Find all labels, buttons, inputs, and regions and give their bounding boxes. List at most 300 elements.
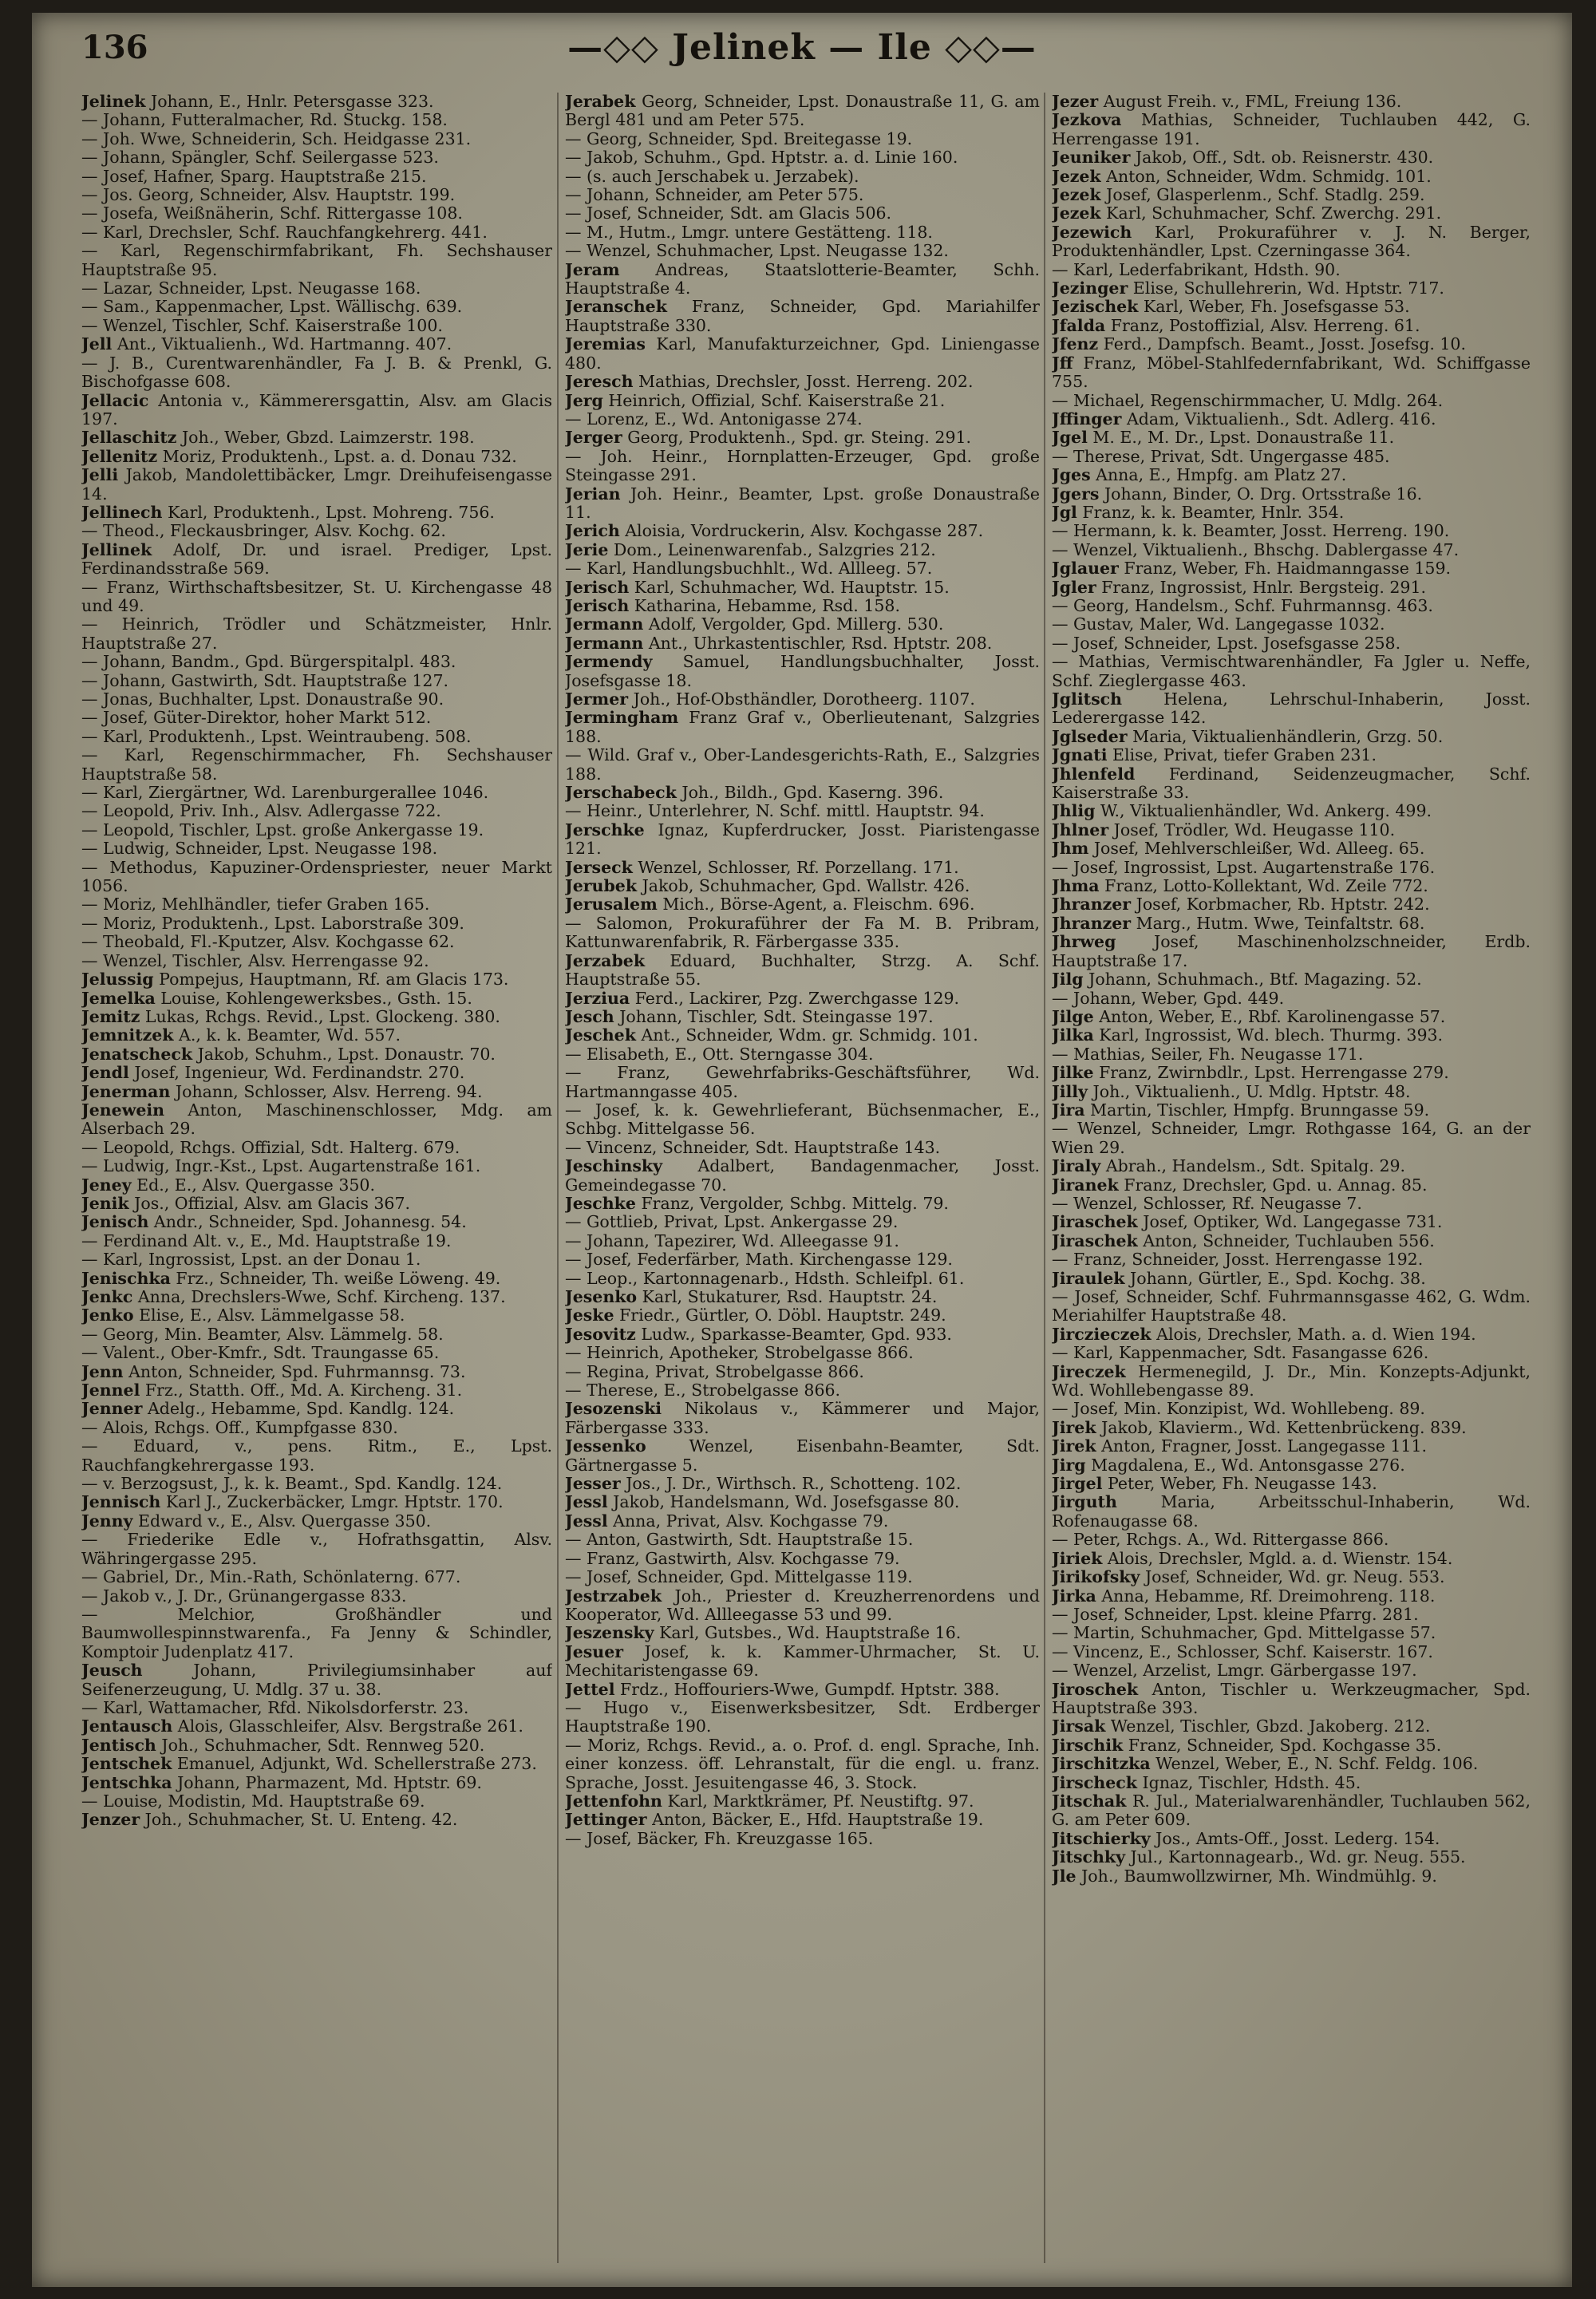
entry-surname: Jenisch — [81, 1212, 149, 1232]
entry-surname: Jirscheck — [1052, 1772, 1137, 1792]
entry-surname: Jeranschek — [565, 297, 667, 317]
directory-entry — [81, 522, 552, 540]
entry-detail: — Wenzel, Schuhmacher, Lpst. Neugasse 132. — [565, 241, 949, 261]
entry-detail: — Leopold, Tischler, Lpst. große Ankergasse 19. — [81, 820, 484, 839]
entry-detail: Josef, Maschinenholzschneider, Erdb. Hauptstraße 17. — [1052, 932, 1531, 970]
directory-entry — [81, 504, 552, 522]
entry-surname: Jettinger — [565, 1810, 647, 1830]
entry-surname: Jelli — [81, 465, 119, 485]
entry-detail: — v. Berzogsust, J., k. k. Beamt., Spd. Kandlg. 124. — [81, 1474, 503, 1494]
entry-detail: Mich., Börse-Agent, a. Fleischm. 696. — [662, 895, 975, 914]
entry-detail: Johann, Privilegiumsinhaber auf Seifenerzeugung, U. Mdlg. 37 u. 38. — [81, 1661, 552, 1699]
entry-detail: — Georg, Schneider, Spd. Breitegasse 19. — [565, 128, 913, 148]
directory-entry — [81, 354, 552, 392]
entry-detail: Friedr., Gürtler, O. Döbl. Hauptstr. 249. — [619, 1306, 946, 1325]
entry-detail: Heinrich, Offizial, Schf. Kaiserstraße 21. — [608, 390, 946, 410]
entry-detail: — Josef, Schneider, Gpd. Mittelgasse 119. — [565, 1567, 913, 1587]
entry-detail: — Salomon, Prokuraführer der Fa M. B. Pribram, Kattunwarenfabrik, R. Färbergasse 335. — [565, 913, 1040, 952]
entry-detail: — Sam., Kappenmacher, Lpst. Wällischg. 639. — [81, 297, 463, 317]
entry-detail: — Franz, Gastwirth, Alsv. Kochgasse 79. — [565, 1548, 900, 1568]
entry-detail: Ferd., Lackirer, Pzg. Zwerchgasse 129. — [634, 988, 960, 1008]
directory-entry — [1052, 597, 1531, 615]
entry-surname: Jezek — [1052, 203, 1101, 223]
directory-entry — [1052, 1232, 1531, 1250]
entry-detail: — Therese, E., Strobelgasse 866. — [565, 1381, 841, 1400]
entry-detail: Emanuel, Adjunkt, Wd. Schellerstraße 273. — [176, 1754, 537, 1774]
directory-entry — [1052, 1101, 1531, 1120]
entry-detail: Aloisia, Vordruckerin, Alsv. Kochgasse 287. — [625, 521, 984, 541]
entry-detail: Johann, E., Hnlr. Petersgasse 323. — [151, 93, 434, 111]
entry-surname: Jiriek — [1052, 1548, 1103, 1568]
entry-surname: Jessl — [565, 1492, 608, 1512]
directory-entry — [81, 728, 552, 746]
entry-detail: Louise, Kohlengewerksbes., Gsth. 15. — [160, 988, 472, 1008]
entry-detail: Maria, Arbeitsschul-Inhaberin, Wd. Rofenaugasse 68. — [1052, 1492, 1531, 1531]
directory-entry — [1052, 1661, 1531, 1680]
directory-entry — [565, 859, 1040, 877]
entry-detail: — Johann, Weber, Gpd. 449. — [1052, 988, 1285, 1008]
directory-entry — [565, 485, 1040, 523]
directory-entry — [565, 1101, 1040, 1139]
entry-detail: Johann, Schuhmach., Btf. Magazing. 52. — [1088, 970, 1422, 990]
entry-detail: — Therese, Privat, Sdt. Ungergasse 485. — [1052, 446, 1390, 466]
directory-entry — [1052, 1624, 1531, 1642]
entry-detail: Wenzel, Weber, E., N. Schf. Feldg. 106. — [1156, 1754, 1479, 1774]
directory-entry — [81, 1139, 552, 1157]
directory-entry — [1052, 1008, 1531, 1026]
directory-entry — [81, 1363, 552, 1381]
entry-surname: Jemitz — [81, 1006, 140, 1026]
entry-detail: — Karl, Regenschirmmacher, Fh. Sechshauser Hauptstraße 58. — [81, 745, 552, 784]
entry-surname: Jeremias — [565, 334, 646, 354]
directory-entry — [1052, 1045, 1531, 1064]
entry-detail: — Wild. Graf v., Ober-Landesgerichts-Rath, E., Salzgries 188. — [565, 745, 1040, 784]
directory-entry — [81, 952, 552, 970]
directory-entry — [1052, 1493, 1531, 1531]
entry-detail: — Josefa, Weißnäherin, Schf. Rittergasse 108. — [81, 203, 463, 223]
directory-entry — [1052, 522, 1531, 540]
directory-entry — [1052, 1792, 1531, 1830]
entry-detail: — Michael, Regenschirmmacher, U. Mdlg. 264. — [1052, 390, 1444, 410]
directory-entry — [81, 1419, 552, 1437]
entry-detail: Karl, Schuhmacher, Schf. Zwerchg. 291. — [1106, 203, 1442, 223]
entry-detail: Adelg., Hebamme, Spd. Kandlg. 124. — [147, 1399, 455, 1419]
entry-detail: Wenzel, Eisenbahn-Beamter, Sdt. Gärtnergasse 5. — [565, 1436, 1040, 1475]
directory-entry — [1052, 746, 1531, 764]
entry-detail: — Anton, Gastwirth, Sdt. Hauptstraße 15. — [565, 1530, 914, 1550]
entry-detail: — Josef, Hafner, Sparg. Hauptstraße 215. — [81, 166, 427, 186]
entry-detail: Ignaz, Tischler, Hdsth. 45. — [1142, 1772, 1361, 1792]
entry-surname: Jesovitz — [565, 1324, 636, 1344]
directory-entry — [1052, 168, 1531, 186]
entry-detail: Johann, Schlosser, Alsv. Herreng. 94. — [175, 1081, 483, 1101]
entry-surname: Jerg — [565, 390, 603, 410]
directory-entry — [81, 1606, 552, 1661]
entry-detail: Adalbert, Bandagenmacher, Josst. Gemeindegasse 70. — [565, 1156, 1040, 1195]
entry-detail: — Moriz, Produktenh., Lpst. Laborstraße 309. — [81, 913, 464, 933]
directory-entry — [565, 1157, 1040, 1195]
entry-surname: Jhlenfeld — [1052, 764, 1136, 784]
directory-entry — [565, 204, 1040, 223]
directory-entry — [1052, 559, 1531, 578]
directory-entry — [81, 1774, 552, 1792]
entry-detail: — Wenzel, Tischler, Alsv. Herrengasse 92. — [81, 950, 429, 970]
entry-surname: Jermann — [565, 614, 644, 634]
entry-surname: Jirczieczek — [1052, 1324, 1152, 1344]
entry-surname: Jelinek — [81, 93, 146, 111]
entry-detail: — Friederike Edle v., Hofrathsgattin, Alsv. Währingergasse 295. — [81, 1530, 552, 1568]
entry-surname: Jirikofsky — [1052, 1567, 1140, 1587]
directory-entry — [1052, 1176, 1531, 1195]
entry-detail: Marg., Hutm. Wwe, Teinfaltstr. 68. — [1136, 913, 1425, 933]
directory-entry — [1052, 895, 1531, 914]
entry-detail: Antonia v., Kämmerersgattin, Alsv. am Glacis 197. — [81, 390, 552, 429]
directory-entry — [1052, 1643, 1531, 1661]
directory-entry — [1052, 429, 1531, 447]
directory-entry — [565, 597, 1040, 615]
entry-surname: Jenatscheck — [81, 1044, 193, 1064]
entry-surname: Jellaschitz — [81, 428, 177, 448]
entry-detail: — Wenzel, Schneider, Lmgr. Rothgasse 164, G. an der Wien 29. — [1052, 1119, 1531, 1157]
entry-detail: Joh., Weber, Gbzd. Laimzerstr. 198. — [181, 428, 475, 448]
entry-detail: Elise, Schullehrerin, Wd. Hptstr. 717. — [1132, 278, 1444, 298]
directory-entry — [565, 559, 1040, 578]
entry-surname: Jellinech — [81, 502, 163, 522]
entry-detail: — Georg, Handelsm., Schf. Fuhrmannsg. 463. — [1052, 595, 1433, 615]
directory-entry — [565, 1344, 1040, 1362]
directory-entry — [565, 1624, 1040, 1642]
entry-surname: Jezinger — [1052, 278, 1128, 298]
directory-entry — [565, 1363, 1040, 1381]
directory-entry — [81, 429, 552, 447]
directory-entry — [1052, 1120, 1531, 1157]
directory-entry — [1052, 223, 1531, 261]
entry-surname: Jerisch — [565, 577, 630, 597]
entry-surname: Jerschke — [565, 820, 645, 839]
entry-detail: Ant., Uhrkastentischler, Rsd. Hptstr. 208. — [648, 633, 993, 653]
entry-detail: Karl J., Zuckerbäcker, Lmgr. Hptstr. 170. — [165, 1492, 504, 1512]
entry-surname: Jeram — [565, 259, 620, 279]
entry-detail: — Johann, Gastwirth, Sdt. Hauptstraße 127. — [81, 670, 449, 690]
entry-detail: — Franz, Schneider, Josst. Herrengasse 192. — [1052, 1250, 1424, 1270]
entry-detail: Anton, Tischler u. Werkzeugmacher, Spd. Hauptstraße 393. — [1052, 1679, 1531, 1717]
entry-surname: Jestrzabek — [565, 1586, 662, 1606]
directory-entry — [565, 1008, 1040, 1026]
entry-detail: — Wenzel, Schlosser, Rf. Neugasse 7. — [1052, 1193, 1362, 1213]
entry-surname: Jilly — [1052, 1081, 1088, 1101]
directory-entry — [81, 784, 552, 802]
directory-entry — [565, 579, 1040, 597]
directory-entry — [1052, 1755, 1531, 1773]
directory-entry — [81, 690, 552, 709]
entry-surname: Jeschek — [565, 1025, 636, 1045]
entry-detail: — Karl, Ingrossist, Lpst. an der Donau 1. — [81, 1250, 421, 1270]
entry-surname: Jezek — [1052, 166, 1101, 186]
entry-detail: Franz, Schneider, Spd. Kochgasse 35. — [1128, 1735, 1442, 1755]
directory-entry — [565, 373, 1040, 391]
entry-detail: Martin, Tischler, Hmpfg. Brunngasse 59. — [1090, 1100, 1430, 1120]
entry-detail: — Louise, Modistin, Md. Hauptstraße 69. — [81, 1791, 425, 1811]
directory-entry — [1052, 541, 1531, 559]
entry-detail: Franz, Möbel-Stahlfedernfabrikant, Wd. Schiffgasse 755. — [1052, 353, 1531, 392]
directory-entry — [565, 1437, 1040, 1475]
entry-detail: Anton, Schneider, Tuchlauben 556. — [1143, 1230, 1435, 1250]
entry-detail: — J. B., Curentwarenhändler, Fa J. B. & Prenkl, G. Bischofgasse 608. — [81, 353, 552, 392]
directory-entry — [565, 1026, 1040, 1045]
directory-entry — [1052, 1587, 1531, 1606]
directory-entry — [565, 634, 1040, 653]
entry-detail: — Ferdinand Alt. v., E., Md. Hauptstraße 19. — [81, 1230, 452, 1250]
entry-detail: — Theod., Fleckausbringer, Alsv. Kochg. 62. — [81, 521, 446, 541]
directory-entry — [1052, 335, 1531, 354]
directory-entry — [81, 392, 552, 429]
directory-entry — [81, 1213, 552, 1231]
entry-surname: Jezewich — [1052, 222, 1132, 242]
entry-surname: Jitschky — [1052, 1847, 1125, 1867]
entry-detail: Katharina, Hebamme, Rsd. 158. — [634, 595, 900, 615]
entry-surname: Jff — [1052, 353, 1073, 373]
entry-detail: — Regina, Privat, Strobelgasse 866. — [565, 1361, 864, 1381]
directory-entry — [1052, 653, 1531, 690]
entry-detail: Mathias, Schneider, Tuchlauben 442, G. Herrengasse 191. — [1052, 110, 1531, 148]
entry-detail: — Moriz, Rchgs. Revid., a. o. Prof. d. engl. Sprache, Inh. einer konzess. öff. Lehranstalt, für die engl. u. franz. Sprache, Josst. Jesuitengasse 46, 3. Stock. — [565, 1735, 1040, 1792]
entry-detail: Anton, Maschinenschlosser, Mdg. am Alserbach 29. — [81, 1100, 552, 1139]
directory-entry — [81, 895, 552, 914]
entry-surname: Jerschabeck — [565, 783, 677, 803]
entry-surname: Jhrweg — [1052, 932, 1116, 952]
entry-detail: Ant., Viktualienh., Wd. Hartmanng. 407. — [117, 334, 452, 354]
entry-surname: Jeschinsky — [565, 1156, 663, 1176]
entry-surname: Jeusch — [81, 1661, 143, 1681]
directory-entry — [565, 130, 1040, 148]
directory-entry — [81, 93, 552, 111]
entry-detail: Georg, Schneider, Lpst. Donaustraße 11, G. am Bergl 481 und am Peter 575. — [565, 93, 1040, 130]
entry-detail: Elise, Privat, tiefer Graben 231. — [1112, 745, 1377, 765]
entry-detail: — Karl, Lederfabrikant, Hdsth. 90. — [1052, 259, 1341, 279]
entry-detail: Karl, Produktenh., Lpst. Mohreng. 756. — [167, 502, 495, 522]
entry-detail: Karl, Ingrossist, Wd. blech. Thurmg. 393. — [1099, 1025, 1444, 1045]
entry-surname: Jirschik — [1052, 1735, 1124, 1755]
directory-entry — [81, 186, 552, 204]
directory-entry — [81, 1008, 552, 1026]
entry-surname: Jerubek — [565, 876, 638, 896]
directory-entry — [1052, 1083, 1531, 1101]
entry-surname: Jezkova — [1052, 110, 1122, 130]
directory-entry — [81, 1811, 552, 1829]
entry-surname: Jhlner — [1052, 820, 1109, 839]
directory-entry — [1052, 1026, 1531, 1045]
entry-detail: — Heinrich, Apotheker, Strobelgasse 866. — [565, 1343, 914, 1363]
directory-entry — [565, 1681, 1040, 1699]
entry-detail: — Josef, Schneider, Lpst. Josefsgasse 258. — [1052, 633, 1401, 653]
entry-detail: Ignaz, Kupferdrucker, Josst. Piaristengasse 121. — [565, 820, 1040, 859]
directory-entry — [1052, 1419, 1531, 1437]
directory-entry — [1052, 148, 1531, 167]
entry-detail: Josef, Schneider, Wd. gr. Neug. 553. — [1144, 1567, 1445, 1587]
entry-detail: Mathias, Drechsler, Josst. Herreng. 202. — [638, 372, 974, 392]
entry-surname: Jhma — [1052, 876, 1100, 896]
directory-entry — [81, 541, 552, 579]
directory-entry — [565, 410, 1040, 429]
entry-detail: — Josef, Schneider, Lpst. kleine Pfarrg. 281. — [1052, 1604, 1419, 1624]
entry-surname: Jermingham — [565, 708, 679, 728]
entry-detail: — Hermann, k. k. Beamter, Josst. Herreng. 190. — [1052, 521, 1450, 541]
directory-entry — [81, 111, 552, 129]
directory-entry — [1052, 1157, 1531, 1175]
entry-detail: — Hugo v., Eisenwerksbesitzer, Sdt. Erdberger Hauptstraße 190. — [565, 1697, 1040, 1736]
entry-surname: Jirschitzka — [1052, 1754, 1151, 1774]
directory-entry — [565, 93, 1040, 130]
directory-entry — [81, 709, 552, 727]
directory-entry — [81, 1288, 552, 1306]
entry-detail: Jos., J. Dr., Wirthsch. R., Schotteng. 102. — [626, 1474, 962, 1494]
entry-surname: Jenik — [81, 1193, 129, 1213]
entry-detail: Joh., Priester d. Kreuzherrenordens und Kooperator, Wd. Allleegasse 53 und 99. — [565, 1586, 1040, 1624]
entry-surname: Jesch — [565, 1006, 614, 1026]
entry-detail: — Karl, Wattamacher, Rfd. Nikolsdorferstr. 23. — [81, 1697, 469, 1717]
entry-surname: Jesenko — [565, 1287, 638, 1306]
entry-surname: Jermann — [565, 633, 644, 653]
entry-surname: Jenerman — [81, 1081, 171, 1101]
entry-surname: Jilg — [1052, 970, 1084, 990]
entry-surname: Jle — [1052, 1866, 1077, 1886]
entry-surname: Jendl — [81, 1063, 129, 1083]
directory-entry — [81, 615, 552, 653]
entry-detail: — Theobald, Fl.-Kputzer, Alsv. Kochgasse 62. — [81, 932, 455, 952]
entry-detail: — M., Hutm., Lmgr. untere Gestätteng. 118. — [565, 222, 933, 242]
directory-entry — [565, 1139, 1040, 1157]
entry-surname: Jenny — [81, 1511, 133, 1531]
entry-detail: Jul., Kartonnagearb., Wd. gr. Neug. 555. — [1130, 1847, 1466, 1867]
entry-detail: Anna, Hebamme, Rf. Dreimohreng. 118. — [1101, 1586, 1436, 1606]
directory-entry — [81, 579, 552, 616]
entry-surname: Jirsak — [1052, 1716, 1106, 1736]
entry-surname: Jerzabek — [565, 950, 646, 970]
entry-surname: Jirgel — [1052, 1474, 1103, 1494]
entry-surname: Jgl — [1052, 502, 1077, 522]
directory-column-3 — [1052, 93, 1531, 2279]
entry-detail: — (s. auch Jerschabek u. Jerzabek). — [565, 166, 859, 186]
directory-entry — [565, 690, 1040, 709]
entry-surname: Jirek — [1052, 1417, 1096, 1437]
entry-surname: Jenzer — [81, 1810, 140, 1830]
entry-detail: — Jakob v., J. Dr., Grünangergasse 833. — [81, 1586, 407, 1606]
directory-entry — [565, 821, 1040, 859]
entry-surname: Jfalda — [1052, 315, 1106, 335]
entry-detail: Ferdinand, Seidenzeugmacher, Schf. Kaiserstraße 33. — [1052, 764, 1531, 803]
entry-surname: Jennisch — [81, 1492, 161, 1512]
entry-surname: Jell — [81, 334, 113, 354]
entry-detail: Karl, Gutsbes., Wd. Hauptstraße 16. — [659, 1623, 962, 1643]
directory-entry — [81, 1176, 552, 1195]
directory-entry — [565, 1699, 1040, 1736]
entry-detail: Anna, Drechslers-Wwe, Schf. Kircheng. 137. — [137, 1287, 506, 1306]
directory-entry — [1052, 877, 1531, 895]
entry-detail: Magdalena, E., Wd. Antonsgasse 276. — [1091, 1455, 1405, 1475]
entry-surname: Jiraulek — [1052, 1268, 1125, 1288]
directory-entry — [1052, 466, 1531, 484]
directory-entry — [81, 1195, 552, 1213]
entry-surname: Jiraly — [1052, 1156, 1101, 1176]
entry-detail: Samuel, Handlungsbuchhalter, Josst. Josefsgasse 18. — [565, 652, 1040, 690]
entry-surname: Jelussig — [81, 970, 154, 990]
directory-entry — [565, 1288, 1040, 1306]
entry-detail: — Ludwig, Schneider, Lpst. Neugasse 198. — [81, 839, 438, 859]
entry-detail: Josef, Korbmacher, Rb. Hptstr. 242. — [1136, 895, 1430, 914]
entry-surname: Jellinek — [81, 539, 152, 559]
directory-entry — [1052, 354, 1531, 392]
entry-surname: Jermendy — [565, 652, 653, 672]
entry-detail: — Leopold, Rchgs. Offizial, Sdt. Halterg. 679. — [81, 1137, 460, 1157]
directory-entry — [565, 1587, 1040, 1625]
directory-entry — [81, 1792, 552, 1811]
directory-entry — [81, 1157, 552, 1175]
directory-entry — [1052, 1213, 1531, 1231]
directory-entry — [1052, 317, 1531, 335]
entry-detail: Franz, Weber, Fh. Haidmanngasse 159. — [1124, 559, 1452, 579]
directory-entry — [1052, 728, 1531, 746]
entry-detail: Karl, Schuhmacher, Wd. Hauptstr. 15. — [634, 577, 950, 597]
directory-entry — [1052, 1531, 1531, 1549]
entry-detail: — Joh. Heinr., Hornplatten-Erzeuger, Gpd. große Steingasse 291. — [565, 446, 1040, 485]
entry-detail: Edward v., E., Alsv. Quergasse 350. — [138, 1511, 432, 1531]
entry-detail: Johann, Tischler, Sdt. Steingasse 197. — [619, 1006, 934, 1026]
entry-detail: Josef, k. k. Kammer-Uhrmacher, St. U. Mechitaristengasse 69. — [565, 1641, 1040, 1681]
directory-entry — [565, 1250, 1040, 1269]
directory-entry — [565, 1811, 1040, 1829]
directory-entry — [81, 839, 552, 858]
entry-surname: Jenko — [81, 1306, 134, 1325]
directory-entry — [565, 1381, 1040, 1400]
entry-surname: Jesozenski — [565, 1399, 662, 1419]
directory-entry — [1052, 1867, 1531, 1886]
entry-detail: Anna, E., Hmpfg. am Platz 27. — [1096, 465, 1347, 485]
entry-surname: Jeuniker — [1052, 148, 1131, 168]
directory-entry — [81, 1325, 552, 1344]
directory-entry — [81, 1083, 552, 1101]
directory-entry — [1052, 765, 1531, 803]
directory-entry — [81, 448, 552, 466]
entry-detail: Jos., Amts-Off., Josst. Lederg. 154. — [1156, 1828, 1440, 1848]
directory-entry — [81, 1250, 552, 1269]
entry-surname: Jellacic — [81, 390, 149, 410]
entry-detail: — Georg, Min. Beamter, Alsv. Lämmelg. 58. — [81, 1324, 444, 1344]
entry-surname: Jerger — [565, 428, 622, 448]
directory-entry — [1052, 1848, 1531, 1866]
directory-entry — [1052, 111, 1531, 148]
directory-entry — [1052, 615, 1531, 634]
entry-surname: Jffinger — [1052, 409, 1122, 429]
entry-detail: — Valent., Ober-Kmfr., Sdt. Traungasse 65. — [81, 1343, 440, 1363]
entry-detail: — Leop., Kartonnagenarb., Hdsth. Schleifpl. 61. — [565, 1268, 965, 1288]
directory-entry — [1052, 970, 1531, 989]
entry-surname: Jhlig — [1052, 801, 1096, 821]
directory-entry — [565, 1475, 1040, 1493]
directory-entry — [81, 672, 552, 690]
entry-surname: Jiranek — [1052, 1175, 1119, 1195]
directory-entry — [565, 895, 1040, 914]
entry-detail: A., k. k. Beamter, Wd. 557. — [179, 1025, 401, 1045]
directory-entry — [565, 709, 1040, 746]
entry-detail: — Josef, Bäcker, Fh. Kreuzgasse 165. — [565, 1828, 874, 1848]
entry-detail: W., Viktualienhändler, Wd. Ankerg. 499. — [1100, 801, 1432, 821]
directory-entry — [565, 1568, 1040, 1586]
directory-entry — [565, 1493, 1040, 1511]
entry-surname: Jges — [1052, 465, 1091, 485]
entry-surname: Jerich — [565, 521, 620, 541]
entry-detail: Karl, Marktkrämer, Pf. Neustiftg. 97. — [667, 1791, 974, 1811]
column-rule — [1044, 93, 1045, 2263]
